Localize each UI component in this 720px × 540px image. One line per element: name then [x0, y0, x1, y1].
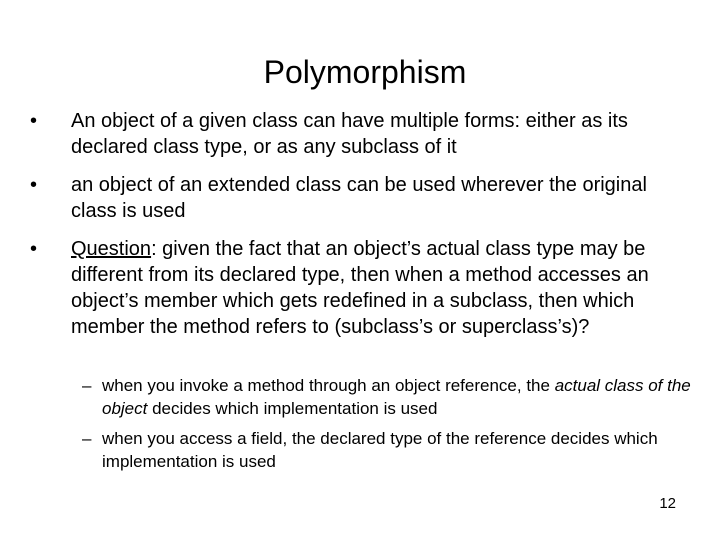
dash-marker: –: [82, 429, 92, 448]
bullet-marker: •: [30, 110, 38, 132]
bullet-marker: •: [30, 238, 38, 260]
sub-bullet-text: [102, 374, 692, 420]
slide-title: Polymorphism: [263, 54, 467, 90]
bullet-text: [71, 236, 691, 340]
emphasis-text: actual class of the object: [102, 376, 691, 418]
question-text: : given the fact that an object’s actual class type may be different from its declared type, then when a method accesses an object’s member which gets redefined in a subclass, then which member the method refers to (subclass’s or superclass’s)?: [71, 238, 649, 338]
bullet-text: An object of a given class can have multiple forms: either as its declared class type, or as any subclass of it: [71, 110, 628, 158]
page-number: 12: [659, 495, 676, 512]
sub-text-part: when you invoke a method through an object reference, the: [102, 376, 555, 395]
sub-bullet-text: when you access a field, the declared type of the reference decides which implementation is used: [102, 429, 658, 471]
sub-text-part: decides which implementation is used: [147, 399, 438, 418]
question-label: Question: [71, 238, 152, 260]
bullet-text: an object of an extended class can be used wherever the original class is used: [71, 174, 647, 222]
bullet-marker: •: [30, 174, 38, 196]
dash-marker: –: [82, 376, 92, 395]
